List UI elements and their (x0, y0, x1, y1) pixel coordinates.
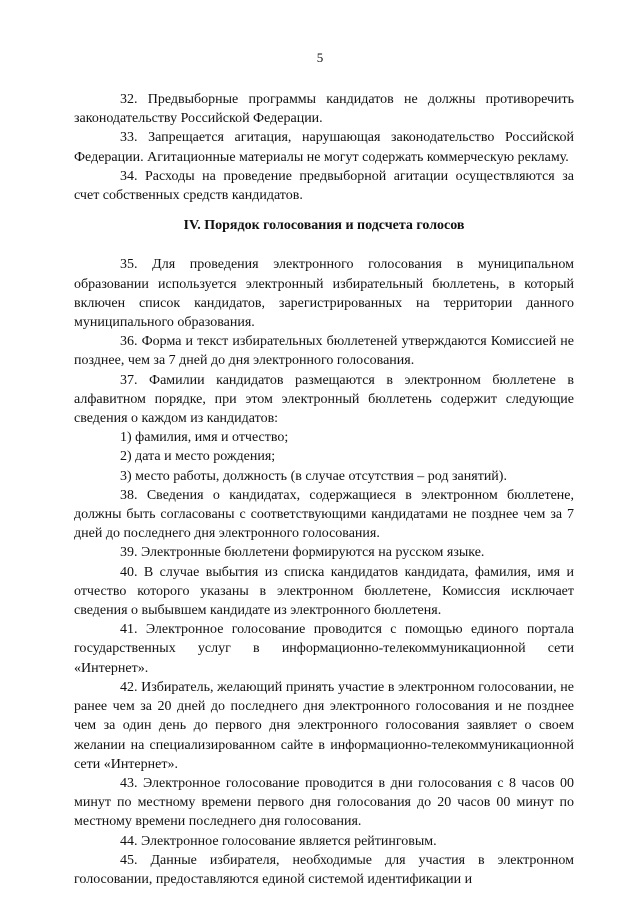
paragraph-33: 33. Запрещается агитация, нарушающая законодательство Российской Федерации. Агитационные материалы не могут содержать коммерческую рекламу. (74, 130, 574, 165)
paragraph-36: 36. Форма и текст избирательных бюллетеней утверждаются Комиссией не позднее, чем за 7 дней до дня электронного голосования. (74, 334, 574, 369)
paragraph-42: 42. Избиратель, желающий принять участие в электронном голосовании, не ранее чем за 20 дней до последнего дня электронного голосования и не позднее чем за один день до первого дня электронного голосования заявляет о своем желании на специализированном сайте в информационно-телекоммуникационной сети «Интернет». (74, 679, 574, 772)
page-number: 5 (316, 50, 324, 65)
paragraph-44: 44. Электронное голосование является рейтинговым. (120, 833, 437, 849)
paragraph-35: 35. Для проведения электронного голосования в муниципальном образовании используется электронный избирательный бюллетень, в который включен список кандидатов, зарегистрированных на территории данного муниципального образования. (74, 257, 574, 331)
paragraph-34: 34. Расходы на проведение предвыборной агитации осуществляются за счет собственных средств кандидатов. (74, 168, 574, 204)
paragraph-32: 32. Предвыборные программы кандидатов не должны противоречить законодательству Российской Федерации. (74, 92, 574, 127)
paragraph-41: 41. Электронное голосование проводится с помощью единого портала государственных услуг в информационно-телекоммуникационной сети «Интернет». (74, 622, 574, 676)
section-heading: IV. Порядок голосования и подсчета голосов (183, 218, 465, 234)
list-item: 1) фамилия, имя и отчество; (120, 430, 289, 446)
paragraph-43: 43. Электронное голосование проводится в дни голосования с 8 часов 00 минут по местному времени первого дня голосования до 20 часов 00 минут по местному времени последнего дня голосования. (74, 775, 574, 830)
list-item: 3) место работы, должность (в случае отсутствия – род занятий). (120, 468, 507, 484)
document-body (74, 90, 574, 889)
paragraph-38: 38. Сведения о кандидатах, содержащиеся в электронном бюллетене, должны быть согласованы с соответствующими кандидатами не позднее чем за 7 дней до последнего дня электронного голосования. (74, 487, 574, 542)
paragraph-45: 45. Данные избирателя, необходимые для участия в электронном голосовании, предоставляются единой системой идентификации и (74, 852, 574, 887)
paragraph-39: 39. Электронные бюллетени формируются на русском языке. (120, 545, 485, 561)
list-item: 2) дата и место рождения; (120, 449, 276, 465)
paragraph-40: 40. В случае выбытия из списка кандидатов кандидата, фамилия, имя и отчество которого указаны в электронном бюллетене, Комиссия исключает сведения о выбывшем кандидате из электронного бюллетеня. (74, 564, 574, 619)
paragraph-37: 37. Фамилии кандидатов размещаются в электронном бюллетене в алфавитном порядке, при этом электронный бюллетень содержит следующие сведения о каждом из кандидатов: (74, 372, 574, 427)
